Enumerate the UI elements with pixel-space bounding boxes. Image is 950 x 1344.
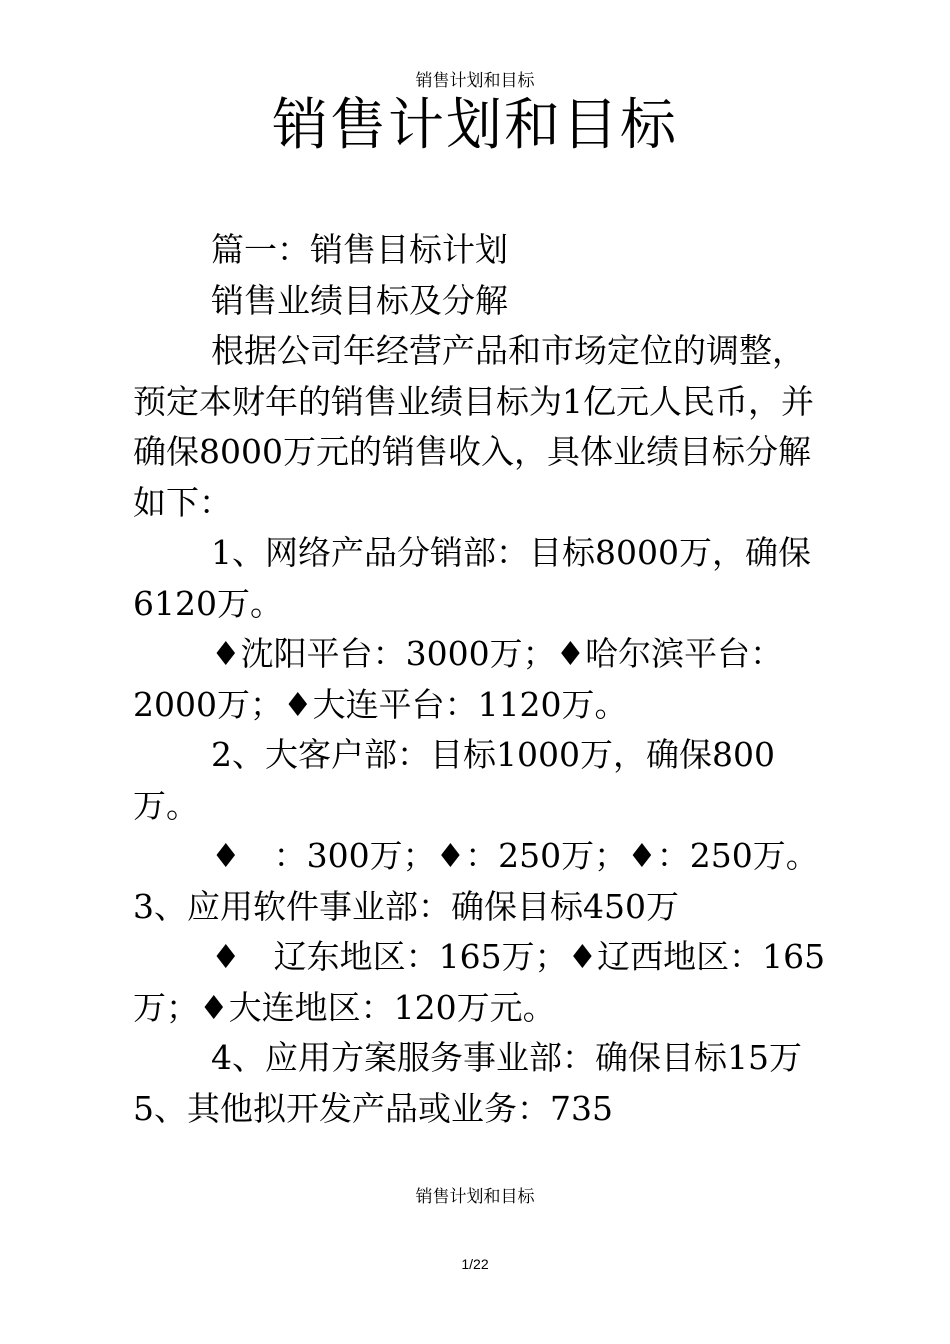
document-body — [133, 225, 833, 1134]
document-title: 销售计划和目标 — [272, 93, 678, 158]
body-paragraph: ♦ 辽东地区：165万；♦辽西地区：165万；♦大连地区：120万元。 — [133, 937, 826, 1027]
section-heading: 篇一：销售目标计划 — [211, 230, 508, 269]
body-paragraph: 根据公司年经营产品和市场定位的调整，预定本财年的销售业绩目标为1亿元人民币，并确保8000万元的销售收入，具体业绩目标分解如下： — [133, 331, 814, 522]
body-paragraph: 4、应用方案服务事业部：确保目标15万 5、其他拟开发产品或业务：735 — [133, 1038, 802, 1128]
body-paragraph: ♦ ：300万；♦：250万；♦：250万。3、应用软件事业部：确保目标450万 — [133, 836, 819, 926]
body-paragraph: 1、网络产品分销部：目标8000万，确保6120万。 — [133, 533, 811, 623]
subsection-heading: 销售业绩目标及分解 — [211, 280, 508, 320]
body-paragraph: ♦沈阳平台：3000万；♦哈尔滨平台：2000万；♦大连平台：1120万。 — [133, 634, 784, 724]
body-paragraph: 2、大客户部：目标1000万，确保800万。 — [133, 735, 775, 825]
running-footer: 销售计划和目标 — [415, 1187, 535, 1207]
running-header: 销售计划和目标 — [415, 71, 535, 91]
page-number: 1/22 — [461, 1256, 489, 1272]
